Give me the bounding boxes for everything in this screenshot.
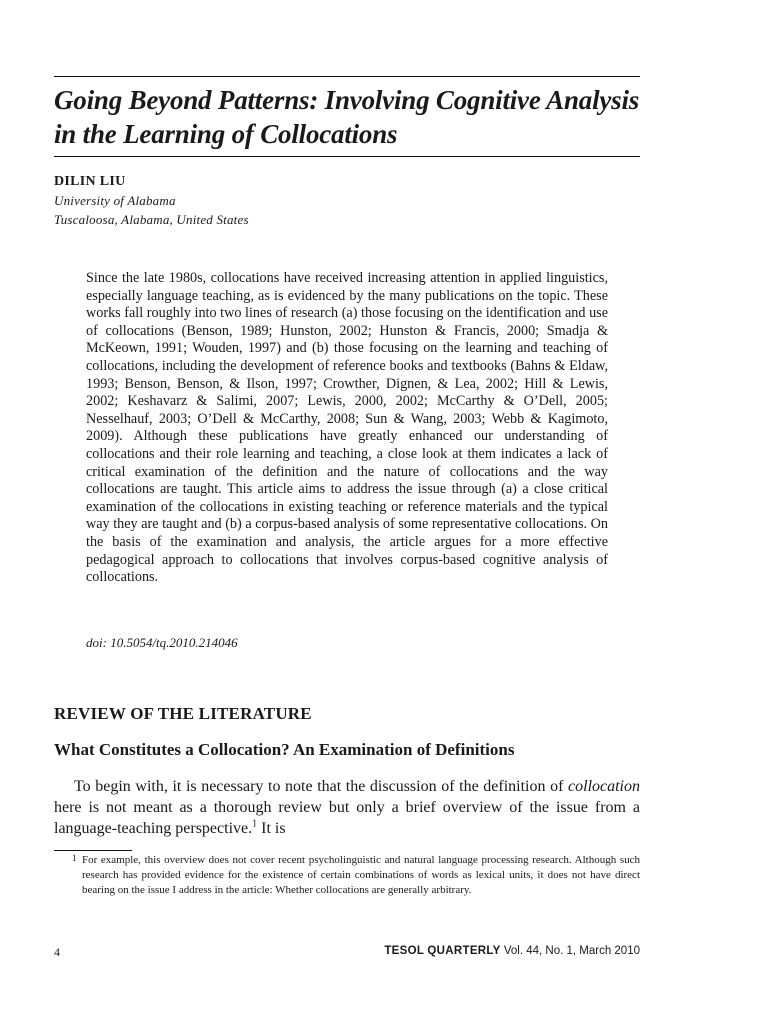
author-affiliation: University of Alabama xyxy=(54,193,176,208)
body-text-start: To begin with, it is necessary to note that the discussion of the definition of xyxy=(74,778,569,795)
section-heading: REVIEW OF THE LITERATURE xyxy=(54,704,312,723)
author-name: DILIN LIU xyxy=(54,174,126,189)
title-top-rule xyxy=(54,76,640,77)
footnote xyxy=(72,853,640,898)
body-text-italic: collocation xyxy=(568,778,640,795)
abstract-text: Since the late 1980s, collocations have received increasing attention in applied linguistics, especially language teaching, as is evidenced by the many publications on the topic. These works fall roughly into two lines of research (a) those focusing on the identification and use of collocations (Benson, 1989; Hunston, 2002; Hunston & Francis, 2000; Smadja & McKeown, 1991; Wouden, 1997) and (b) those focusing on the learning and teaching of collocations, including the development of reference books and textbooks (Bahns & Eldaw, 1993; Benson, Benson, & Ilson, 1997; Crowther, Dignen, & Lea, 2002; Hill & Lewis, 2002; Keshavarz & Salimi, 2007; Lewis, 2000, 2002; McCarthy & O’Dell, 2005; Nesselhauf, 2003; O’Dell & McCarthy, 2008; Sun & Wang, 2003; Webb & Kagimoto, 2009). Although these publications have greatly enhanced our understanding of collocations and their role learning and teaching, a close look at them indicates a lack of critical examination of the definition and the nature of collocations and the way collocations are taught. This article aims to address the issue through (a) a close critical examination of the collocations in existing teaching or reference materials and the typical way they are taught and (b) a corpus-based analysis of some representative collocations. On the basis of the examination and analysis, the article argues for a more effective pedagogical approach to collocations that involves corpus-based cognitive analysis of collocations. xyxy=(86,270,608,586)
body-text-end: It is xyxy=(257,820,286,837)
footnote-reference[interactable]: 1 xyxy=(252,818,258,830)
author-location: Tuscaloosa, Alabama, United States xyxy=(54,212,249,227)
article-title: Going Beyond Patterns: Involving Cognitive Analysis in the Learning of Collocations xyxy=(54,85,640,149)
subsection-heading: What Constitutes a Collocation? An Examination of Definitions xyxy=(54,740,515,759)
body-paragraph xyxy=(54,776,640,839)
doi-link[interactable]: doi: 10.5054/tq.2010.214046 xyxy=(86,635,238,650)
journal-name: TESOL QUARTERLY xyxy=(384,945,501,957)
footnote-marker: 1 xyxy=(72,853,77,863)
journal-issue: Vol. 44, No. 1, March 2010 xyxy=(500,945,640,957)
footnote-text: For example, this overview does not cover recent psycholinguistic and natural language processing research. Although such research has provided evidence for the existence of certain combinations of words as lexical units, it does not have direct bearing on the issue I address in the article: Whether collocations are generally arbitrary. xyxy=(82,854,640,896)
running-footer xyxy=(384,945,640,957)
title-bottom-rule xyxy=(54,156,640,157)
footnote-rule xyxy=(54,850,132,851)
body-text-middle: here is not meant as a thorough review but only a brief overview of the issue from a language-teaching perspective. xyxy=(54,799,640,837)
page-number: 4 xyxy=(54,945,60,959)
